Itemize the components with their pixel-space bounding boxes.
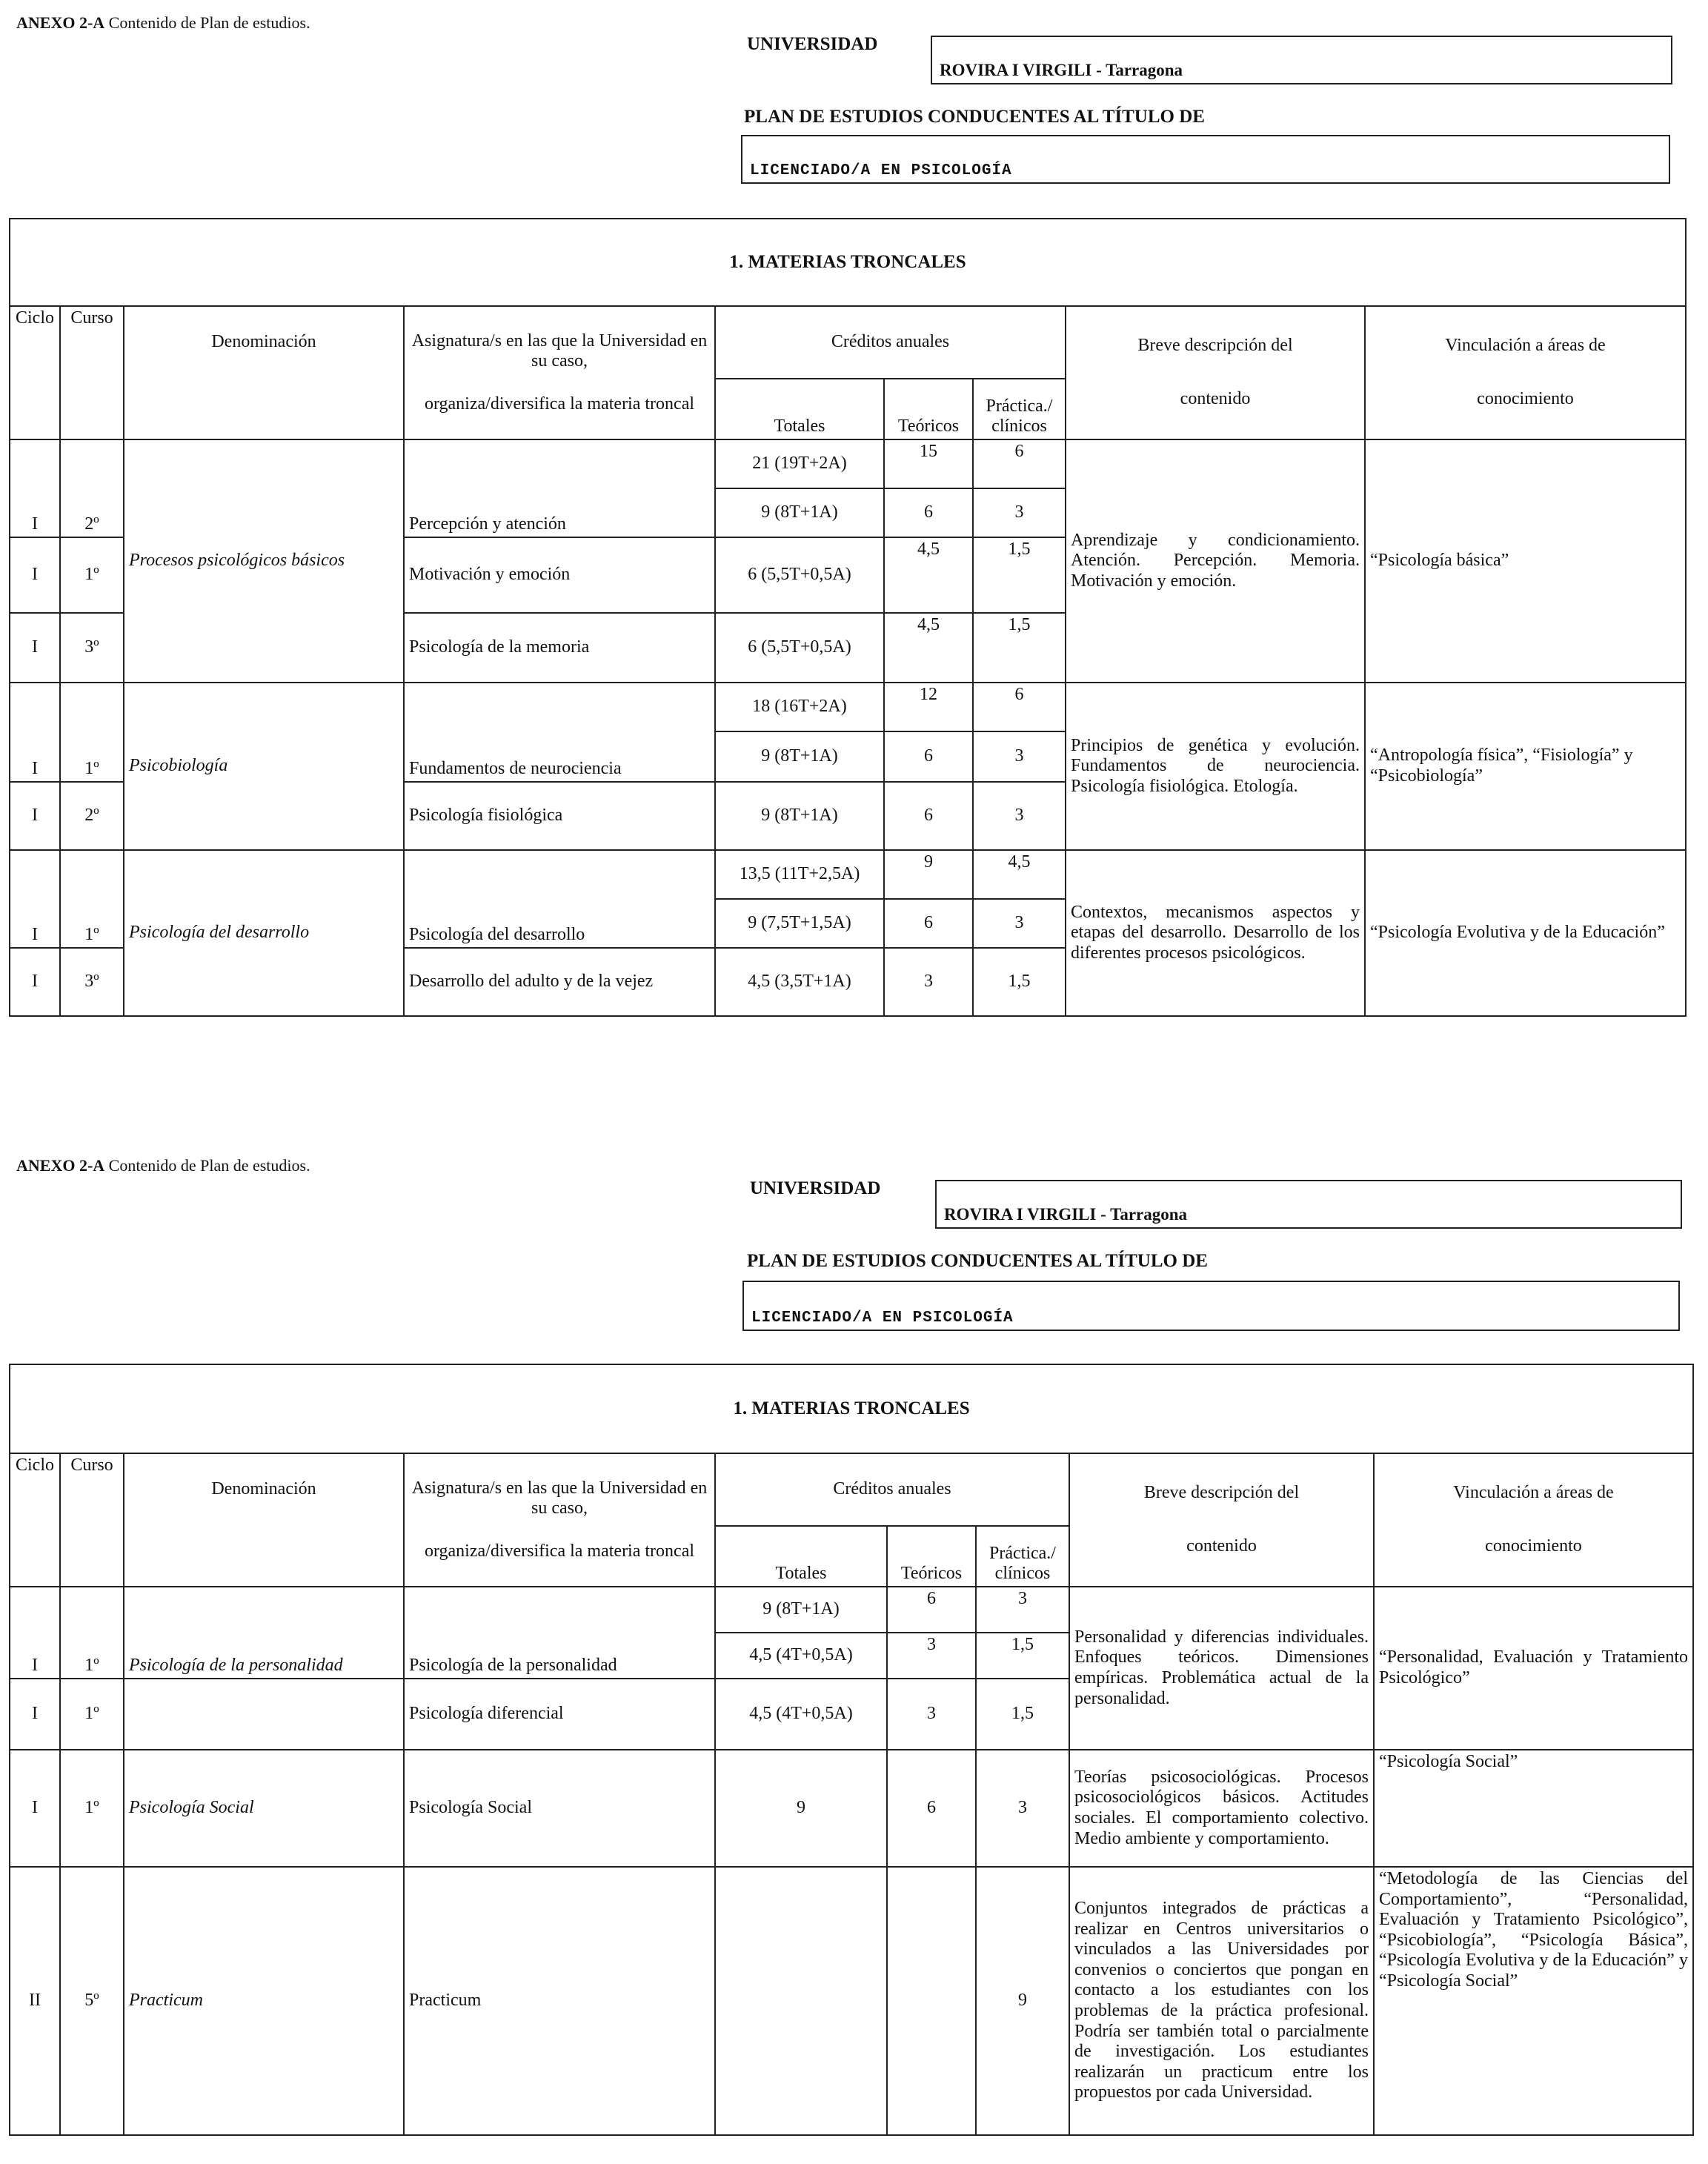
cell-denominacion: Practicum	[124, 1867, 404, 2135]
header-creditos: Créditos anuales	[715, 1453, 1069, 1526]
cell-ciclo: I	[10, 439, 60, 537]
annex-heading	[16, 1156, 310, 1175]
header-denominacion: Denominación	[124, 1453, 404, 1587]
section-title: 1. MATERIAS TRONCALES	[10, 1364, 1693, 1453]
university-box	[935, 1180, 1682, 1229]
cell-teoricos: 3	[887, 1633, 976, 1679]
cell-asignatura: Psicología de la memoria	[404, 613, 715, 683]
cell-ciclo: I	[10, 850, 60, 948]
cell-curso: 1º	[60, 1750, 124, 1867]
header-denominacion: Denominación	[124, 306, 404, 439]
section-title: 1. MATERIAS TRONCALES	[10, 219, 1686, 306]
cell-curso: 1º	[60, 1679, 124, 1750]
cell-ciclo: II	[10, 1867, 60, 2135]
header-descripcion	[1066, 306, 1365, 439]
header-descripcion	[1069, 1453, 1374, 1587]
cell-teoricos: 6	[884, 488, 973, 537]
cell-asignatura: Percepción y atención	[404, 439, 715, 537]
cell-teoricos	[887, 1867, 976, 2135]
cell-totales: 4,5 (4T+0,5A)	[715, 1679, 887, 1750]
header-descripcion-line2: contenido	[1186, 1536, 1257, 1556]
cell-practicos: 3	[973, 782, 1066, 850]
cell-denominacion: Procesos psicológicos básicos	[124, 439, 404, 683]
cell-descripcion: Personalidad y diferencias individuales. Enfoques teóricos. Dimensiones empíricas. Problemática actual de la personalidad.	[1069, 1587, 1374, 1750]
cell-denominacion	[124, 1679, 404, 1750]
cell-teoricos-summary: 15	[884, 439, 973, 488]
header-vinculacion-line1: Vinculación a áreas de	[1445, 336, 1606, 356]
header-descripcion-line1: Breve descripción del	[1143, 1483, 1300, 1503]
cell-descripcion: Aprendizaje y condicionamiento. Atención. Percepción. Memoria. Motivación y emoción.	[1066, 439, 1365, 683]
cell-curso: 5º	[60, 1867, 124, 2135]
cell-practicos-summary: 6	[973, 439, 1066, 488]
header-descripcion-line1: Breve descripción del	[1137, 336, 1293, 356]
cell-vinculacion: “Personalidad, Evaluación y Tratamiento Psicológico”	[1374, 1587, 1693, 1750]
cell-teoricos-summary: 12	[884, 683, 973, 731]
cell-totales	[715, 1867, 887, 2135]
cell-totales: 6 (5,5T+0,5A)	[715, 537, 884, 613]
cell-curso: 2º	[60, 782, 124, 850]
header-asignatura-line1: Asignatura/s en las que la Universidad en su caso,	[411, 1478, 708, 1519]
cell-asignatura: Psicología Social	[404, 1750, 715, 1867]
cell-vinculacion: “Psicología Social”	[1374, 1750, 1693, 1867]
cell-practicos: 1,5	[976, 1679, 1069, 1750]
cell-descripcion: Principios de genética y evolución. Fundamentos de neurociencia. Psicología fisiológica. Etología.	[1066, 683, 1365, 850]
header-vinculacion-line2: conocimiento	[1485, 1536, 1582, 1556]
plan-value: LICENCIADO/A EN PSICOLOGÍA	[751, 1310, 1014, 1327]
cell-denominacion: Psicología de la personalidad	[124, 1587, 404, 1679]
cell-descripcion: Teorías psicosociológicas. Procesos psicosociológicos básicos. Actitudes sociales. El comportamiento colectivo. Medio ambiente y comportamiento.	[1069, 1750, 1374, 1867]
cell-ciclo: I	[10, 537, 60, 613]
cell-asignatura: Desarrollo del adulto y de la vejez	[404, 948, 715, 1016]
cell-vinculacion: “Psicología Evolutiva y de la Educación”	[1365, 850, 1686, 1016]
plan-box	[742, 1281, 1680, 1331]
header-creditos: Créditos anuales	[715, 306, 1066, 379]
cell-asignatura: Motivación y emoción	[404, 537, 715, 613]
header-teoricos: Teóricos	[887, 1526, 976, 1587]
cell-totales: 9 (7,5T+1,5A)	[715, 899, 884, 948]
cell-denominacion: Psicología Social	[124, 1750, 404, 1867]
header-asignatura-line1: Asignatura/s en las que la Universidad en su caso,	[411, 331, 708, 371]
cell-practicos: 3	[973, 731, 1066, 782]
cell-vinculacion: “Psicología básica”	[1365, 439, 1686, 683]
cell-asignatura: Psicología fisiológica	[404, 782, 715, 850]
cell-totales-summary: 13,5 (11T+2,5A)	[715, 850, 884, 899]
header-vinculacion-line2: conocimiento	[1477, 389, 1574, 408]
cell-curso: 1º	[60, 537, 124, 613]
cell-teoricos: 6	[884, 731, 973, 782]
cell-totales: 9 (8T+1A)	[715, 782, 884, 850]
header-vinculacion-line1: Vinculación a áreas de	[1453, 1483, 1614, 1503]
cell-totales-summary: 9 (8T+1A)	[715, 1587, 887, 1633]
cell-practicos: 3	[973, 899, 1066, 948]
cell-teoricos: 6	[884, 782, 973, 850]
cell-ciclo: I	[10, 613, 60, 683]
cell-practicos: 3	[976, 1750, 1069, 1867]
cell-descripcion: Conjuntos integrados de prácticas a realizar en Centros universitarios o vinculados a las Universidades por convenios o conciertos que pongan en contacto a los estudiantes con los problemas de la práctica profesional. Podría ser también total o parcialmente de investigación. Los estudiantes realizarán un practicum entre los propuestos por cada Universidad.	[1069, 1867, 1374, 2135]
header-curso: Curso	[60, 1453, 124, 1587]
annex-label: ANEXO 2-A	[16, 13, 105, 32]
cell-teoricos-summary: 9	[884, 850, 973, 899]
header-descripcion-line2: contenido	[1180, 389, 1251, 408]
cell-totales-summary: 21 (19T+2A)	[715, 439, 884, 488]
plan-box	[741, 135, 1670, 184]
cell-asignatura: Practicum	[404, 1867, 715, 2135]
cell-practicos: 3	[973, 488, 1066, 537]
university-value: ROVIRA I VIRGILI - Tarragona	[940, 61, 1183, 79]
cell-totales-summary: 18 (16T+2A)	[715, 683, 884, 731]
cell-practicos: 1,5	[976, 1633, 1069, 1679]
cell-practicos-summary: 3	[976, 1587, 1069, 1633]
cell-ciclo: I	[10, 948, 60, 1016]
cell-curso: 3º	[60, 948, 124, 1016]
cell-curso: 1º	[60, 850, 124, 948]
cell-totales: 9 (8T+1A)	[715, 731, 884, 782]
header-ciclo: Ciclo	[10, 1453, 60, 1587]
header-totales: Totales	[715, 1526, 887, 1587]
cell-vinculacion: “Antropología física”, “Fisiología” y “Psicobiología”	[1365, 683, 1686, 850]
cell-asignatura: Psicología de la personalidad	[404, 1587, 715, 1679]
troncales-table-2	[9, 1364, 1694, 2136]
cell-practicos: 1,5	[973, 537, 1066, 613]
cell-practicos: 9	[976, 1867, 1069, 2135]
header-teoricos: Teóricos	[884, 379, 973, 439]
university-label: UNIVERSIDAD	[750, 1178, 881, 1198]
cell-denominacion: Psicobiología	[124, 683, 404, 850]
cell-curso: 3º	[60, 613, 124, 683]
university-box	[931, 36, 1672, 84]
cell-ciclo: I	[10, 683, 60, 782]
cell-ciclo: I	[10, 1587, 60, 1679]
cell-asignatura: Fundamentos de neurociencia	[404, 683, 715, 782]
header-practicos: Práctica./ clínicos	[976, 1526, 1069, 1587]
cell-teoricos: 6	[884, 899, 973, 948]
cell-curso: 1º	[60, 1587, 124, 1679]
header-totales: Totales	[715, 379, 884, 439]
cell-ciclo: I	[10, 782, 60, 850]
cell-descripcion: Contextos, mecanismos aspectos y etapas del desarrollo. Desarrollo de los diferentes procesos psicológicos.	[1066, 850, 1365, 1016]
header-vinculacion	[1374, 1453, 1693, 1587]
cell-denominacion: Psicología del desarrollo	[124, 850, 404, 1016]
header-ciclo: Ciclo	[10, 306, 60, 439]
cell-ciclo: I	[10, 1750, 60, 1867]
cell-curso: 2º	[60, 439, 124, 537]
cell-totales: 4,5 (4T+0,5A)	[715, 1633, 887, 1679]
cell-practicos: 1,5	[973, 613, 1066, 683]
cell-totales: 6 (5,5T+0,5A)	[715, 613, 884, 683]
cell-teoricos-summary: 6	[887, 1587, 976, 1633]
cell-totales: 9	[715, 1750, 887, 1867]
annex-heading	[16, 13, 310, 33]
cell-asignatura: Psicología diferencial	[404, 1679, 715, 1750]
header-curso: Curso	[60, 306, 124, 439]
cell-practicos-summary: 4,5	[973, 850, 1066, 899]
header-asignatura-line2: organiza/diversifica la materia troncal	[424, 1541, 695, 1561]
header-practicos: Práctica./ clínicos	[973, 379, 1066, 439]
header-asignatura	[404, 306, 715, 439]
annex-label: ANEXO 2-A	[16, 1156, 105, 1175]
cell-teoricos: 6	[887, 1750, 976, 1867]
cell-ciclo: I	[10, 1679, 60, 1750]
header-asignatura-line2: organiza/diversifica la materia troncal	[424, 394, 695, 414]
plan-label: PLAN DE ESTUDIOS CONDUCENTES AL TÍTULO DE	[747, 1251, 1208, 1271]
plan-value: LICENCIADO/A EN PSICOLOGÍA	[750, 162, 1012, 179]
cell-asignatura: Psicología del desarrollo	[404, 850, 715, 948]
annex-text: Contenido de Plan de estudios.	[108, 13, 310, 32]
cell-practicos: 1,5	[973, 948, 1066, 1016]
annex-text: Contenido de Plan de estudios.	[108, 1156, 310, 1175]
cell-vinculacion: “Metodología de las Ciencias del Comportamiento”, “Personalidad, Evaluación y Tratamiento Psicológico”, “Psicobiología”, “Psicología Básica”, “Psicología Evolutiva y de la Educación” y “Psicología Social”	[1374, 1867, 1693, 2135]
cell-teoricos: 3	[884, 948, 973, 1016]
university-value: ROVIRA I VIRGILI - Tarragona	[944, 1205, 1188, 1224]
header-vinculacion	[1365, 306, 1686, 439]
header-asignatura	[404, 1453, 715, 1587]
cell-teoricos: 4,5	[884, 613, 973, 683]
university-label: UNIVERSIDAD	[747, 34, 878, 54]
cell-teoricos: 3	[887, 1679, 976, 1750]
cell-practicos-summary: 6	[973, 683, 1066, 731]
cell-totales: 4,5 (3,5T+1A)	[715, 948, 884, 1016]
cell-totales: 9 (8T+1A)	[715, 488, 884, 537]
plan-label: PLAN DE ESTUDIOS CONDUCENTES AL TÍTULO DE	[744, 107, 1205, 127]
troncales-table-1	[9, 218, 1687, 1017]
cell-teoricos: 4,5	[884, 537, 973, 613]
cell-curso: 1º	[60, 683, 124, 782]
